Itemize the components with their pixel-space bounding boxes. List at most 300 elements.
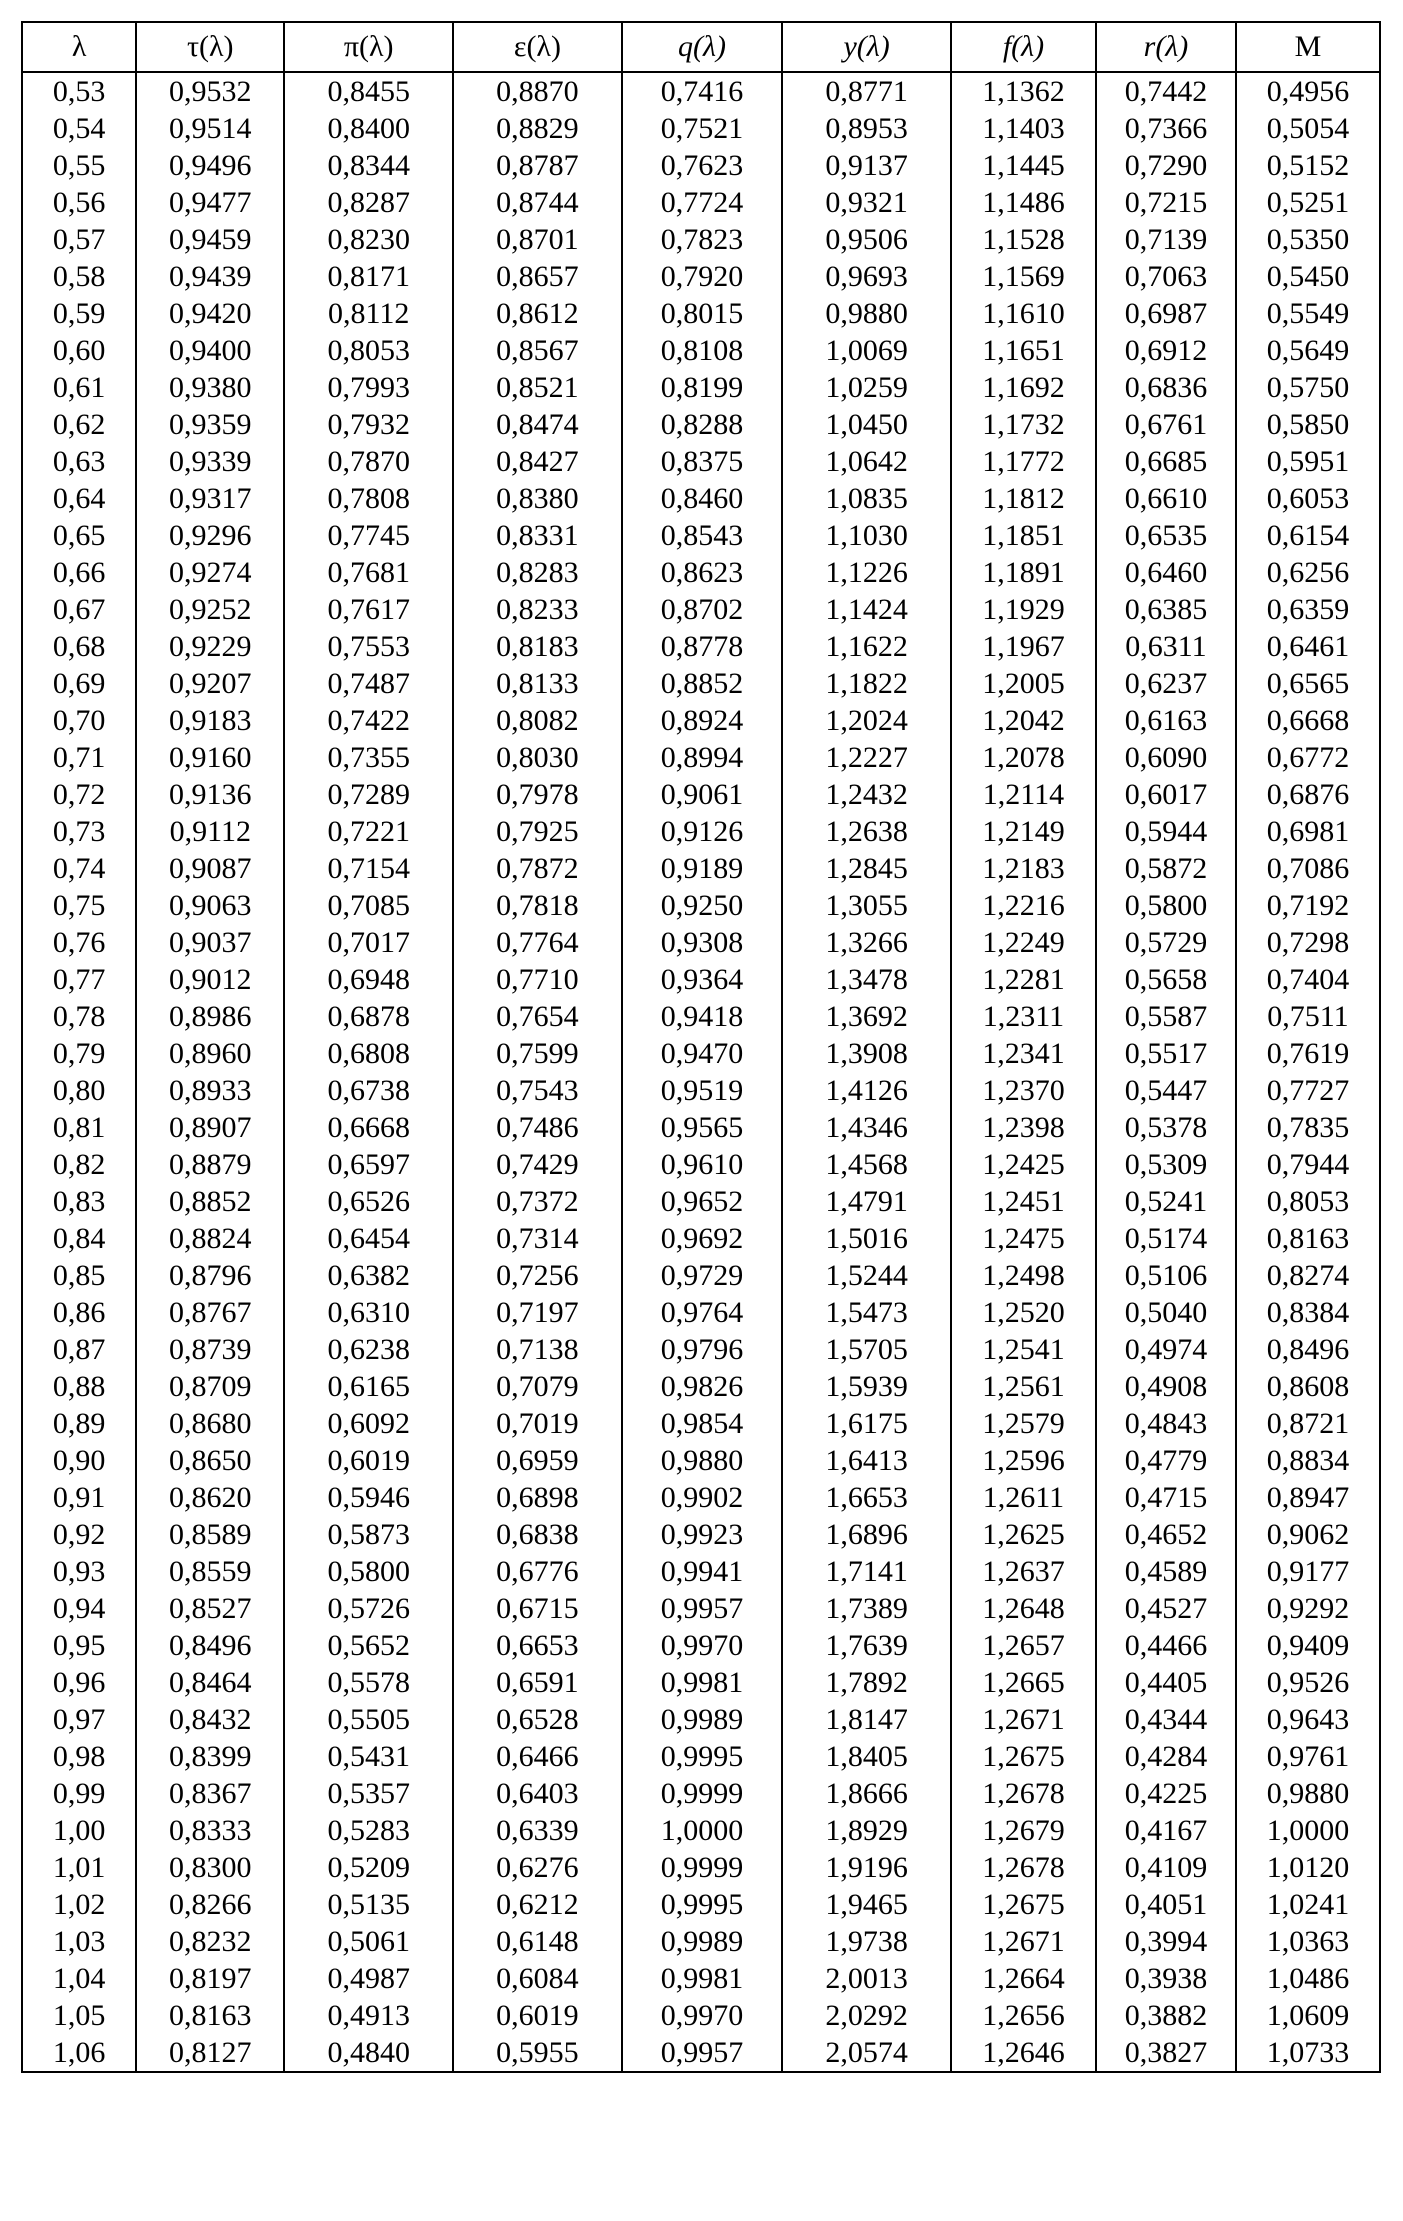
cell-r: 0,4284 [1096,1738,1236,1775]
cell-tau: 0,8824 [136,1220,284,1257]
cell-r: 0,5106 [1096,1257,1236,1294]
cell-y: 1,0069 [782,332,951,369]
cell-epsilon: 0,7372 [453,1183,622,1220]
cell-mach: 0,7835 [1236,1109,1380,1146]
cell-mach: 0,7404 [1236,961,1380,998]
cell-q: 0,7623 [622,147,782,184]
cell-pi: 0,5505 [284,1701,453,1738]
table-row [22,998,1380,1035]
cell-tau: 0,9496 [136,147,284,184]
cell-lambda: 1,06 [22,2034,136,2072]
cell-mach: 0,6668 [1236,702,1380,739]
cell-tau: 0,9012 [136,961,284,998]
cell-q: 0,8199 [622,369,782,406]
cell-mach: 0,7511 [1236,998,1380,1035]
cell-f: 1,2664 [951,1960,1096,1997]
cell-y: 1,3908 [782,1035,951,1072]
column-header-y: y(λ) [782,22,951,72]
cell-pi: 0,8455 [284,72,453,110]
cell-r: 0,7290 [1096,147,1236,184]
cell-tau: 0,8620 [136,1479,284,1516]
column-header-r: r(λ) [1096,22,1236,72]
cell-mach: 0,6876 [1236,776,1380,813]
cell-pi: 0,7289 [284,776,453,813]
cell-r: 0,6610 [1096,480,1236,517]
cell-mach: 1,0486 [1236,1960,1380,1997]
cell-tau: 0,8796 [136,1257,284,1294]
cell-y: 1,5244 [782,1257,951,1294]
header-row [22,22,1380,72]
cell-epsilon: 0,7764 [453,924,622,961]
cell-epsilon: 0,6339 [453,1812,622,1849]
table-row [22,184,1380,221]
cell-epsilon: 0,6838 [453,1516,622,1553]
cell-r: 0,5040 [1096,1294,1236,1331]
cell-f: 1,2657 [951,1627,1096,1664]
cell-f: 1,2596 [951,1442,1096,1479]
table-row [22,443,1380,480]
cell-mach: 0,5350 [1236,221,1380,258]
cell-epsilon: 0,6019 [453,1997,622,2034]
cell-f: 1,1692 [951,369,1096,406]
cell-epsilon: 0,8427 [453,443,622,480]
cell-pi: 0,4987 [284,1960,453,1997]
cell-q: 0,9826 [622,1368,782,1405]
cell-pi: 0,6165 [284,1368,453,1405]
cell-y: 1,3692 [782,998,951,1035]
cell-epsilon: 0,8870 [453,72,622,110]
cell-f: 1,1528 [951,221,1096,258]
cell-mach: 1,0733 [1236,2034,1380,2072]
cell-y: 1,7639 [782,1627,951,1664]
cell-tau: 0,8232 [136,1923,284,1960]
table-row [22,1442,1380,1479]
cell-q: 0,8623 [622,554,782,591]
cell-lambda: 0,93 [22,1553,136,1590]
table-row [22,1886,1380,1923]
cell-q: 0,9880 [622,1442,782,1479]
cell-q: 0,9652 [622,1183,782,1220]
cell-y: 1,7892 [782,1664,951,1701]
cell-mach: 0,9409 [1236,1627,1380,1664]
cell-y: 1,0835 [782,480,951,517]
cell-r: 0,6987 [1096,295,1236,332]
cell-q: 0,9999 [622,1775,782,1812]
cell-q: 0,8288 [622,406,782,443]
cell-f: 1,2114 [951,776,1096,813]
cell-q: 0,8778 [622,628,782,665]
cell-pi: 0,5873 [284,1516,453,1553]
cell-q: 0,9418 [622,998,782,1035]
cell-f: 1,1362 [951,72,1096,110]
table-row [22,1812,1380,1849]
cell-q: 0,8543 [622,517,782,554]
cell-q: 0,9364 [622,961,782,998]
table-row [22,665,1380,702]
cell-lambda: 0,56 [22,184,136,221]
cell-lambda: 0,67 [22,591,136,628]
cell-mach: 0,8721 [1236,1405,1380,1442]
cell-lambda: 0,97 [22,1701,136,1738]
cell-tau: 0,9229 [136,628,284,665]
cell-epsilon: 0,8701 [453,221,622,258]
cell-mach: 0,8163 [1236,1220,1380,1257]
cell-tau: 0,9514 [136,110,284,147]
cell-mach: 0,8834 [1236,1442,1380,1479]
table-row [22,1072,1380,1109]
table-row [22,628,1380,665]
table-row [22,1035,1380,1072]
cell-y: 1,6175 [782,1405,951,1442]
cell-tau: 0,9274 [136,554,284,591]
cell-q: 0,8108 [622,332,782,369]
cell-f: 1,2675 [951,1886,1096,1923]
cell-tau: 0,8266 [136,1886,284,1923]
cell-r: 0,7215 [1096,184,1236,221]
cell-r: 0,5872 [1096,850,1236,887]
cell-lambda: 0,53 [22,72,136,110]
cell-tau: 0,8367 [136,1775,284,1812]
cell-r: 0,5309 [1096,1146,1236,1183]
cell-f: 1,2665 [951,1664,1096,1701]
cell-f: 1,2425 [951,1146,1096,1183]
cell-lambda: 0,64 [22,480,136,517]
cell-f: 1,1610 [951,295,1096,332]
cell-y: 1,4126 [782,1072,951,1109]
table-row [22,332,1380,369]
cell-r: 0,5517 [1096,1035,1236,1072]
cell-tau: 0,9400 [136,332,284,369]
cell-lambda: 0,95 [22,1627,136,1664]
cell-q: 0,9970 [622,1627,782,1664]
cell-epsilon: 0,8030 [453,739,622,776]
cell-pi: 0,7487 [284,665,453,702]
cell-r: 0,6836 [1096,369,1236,406]
table-row [22,1775,1380,1812]
cell-r: 0,4527 [1096,1590,1236,1627]
cell-q: 0,9519 [622,1072,782,1109]
cell-mach: 0,5450 [1236,258,1380,295]
cell-pi: 0,7422 [284,702,453,739]
table-row [22,776,1380,813]
cell-lambda: 0,55 [22,147,136,184]
cell-mach: 0,6154 [1236,517,1380,554]
cell-pi: 0,8171 [284,258,453,295]
cell-y: 1,2845 [782,850,951,887]
cell-epsilon: 0,8133 [453,665,622,702]
cell-q: 0,8994 [622,739,782,776]
cell-f: 1,2281 [951,961,1096,998]
column-header-f: f(λ) [951,22,1096,72]
table-row [22,1627,1380,1664]
cell-pi: 0,4840 [284,2034,453,2072]
cell-f: 1,2671 [951,1923,1096,1960]
cell-pi: 0,7355 [284,739,453,776]
cell-y: 1,7389 [782,1590,951,1627]
cell-lambda: 0,60 [22,332,136,369]
cell-epsilon: 0,8612 [453,295,622,332]
cell-f: 1,2541 [951,1331,1096,1368]
cell-f: 1,2475 [951,1220,1096,1257]
cell-tau: 0,8739 [136,1331,284,1368]
cell-pi: 0,5578 [284,1664,453,1701]
cell-mach: 0,5750 [1236,369,1380,406]
table-row [22,1997,1380,2034]
cell-q: 0,9957 [622,2034,782,2072]
cell-epsilon: 0,7256 [453,1257,622,1294]
cell-r: 0,4779 [1096,1442,1236,1479]
cell-epsilon: 0,6528 [453,1701,622,1738]
cell-epsilon: 0,6959 [453,1442,622,1479]
cell-tau: 0,8163 [136,1997,284,2034]
cell-tau: 0,8879 [136,1146,284,1183]
cell-mach: 0,9643 [1236,1701,1380,1738]
table-row [22,961,1380,998]
cell-lambda: 0,68 [22,628,136,665]
cell-mach: 0,9880 [1236,1775,1380,1812]
cell-y: 1,7141 [782,1553,951,1590]
cell-r: 0,4843 [1096,1405,1236,1442]
cell-q: 0,9764 [622,1294,782,1331]
cell-y: 1,0259 [782,369,951,406]
cell-tau: 0,9339 [136,443,284,480]
cell-f: 1,2646 [951,2034,1096,2072]
cell-lambda: 1,04 [22,1960,136,1997]
cell-tau: 0,8907 [136,1109,284,1146]
cell-f: 1,2671 [951,1701,1096,1738]
cell-y: 1,2227 [782,739,951,776]
cell-mach: 0,8384 [1236,1294,1380,1331]
cell-lambda: 0,91 [22,1479,136,1516]
cell-r: 0,7366 [1096,110,1236,147]
cell-tau: 0,8300 [136,1849,284,1886]
cell-lambda: 0,92 [22,1516,136,1553]
table-row [22,406,1380,443]
table-row [22,1738,1380,1775]
cell-y: 1,5473 [782,1294,951,1331]
cell-f: 1,2398 [951,1109,1096,1146]
cell-q: 0,9189 [622,850,782,887]
cell-tau: 0,8960 [136,1035,284,1072]
cell-r: 0,6017 [1096,776,1236,813]
cell-r: 0,5800 [1096,887,1236,924]
cell-f: 1,2561 [951,1368,1096,1405]
cell-lambda: 0,54 [22,110,136,147]
cell-y: 1,3478 [782,961,951,998]
cell-epsilon: 0,7710 [453,961,622,998]
cell-pi: 0,6092 [284,1405,453,1442]
cell-epsilon: 0,7599 [453,1035,622,1072]
cell-y: 1,1030 [782,517,951,554]
cell-tau: 0,9439 [136,258,284,295]
cell-r: 0,6090 [1096,739,1236,776]
cell-mach: 0,8496 [1236,1331,1380,1368]
cell-tau: 0,9380 [136,369,284,406]
cell-mach: 0,9761 [1236,1738,1380,1775]
cell-pi: 0,5800 [284,1553,453,1590]
cell-y: 1,2638 [782,813,951,850]
cell-q: 1,0000 [622,1812,782,1849]
cell-epsilon: 0,6148 [453,1923,622,1960]
cell-pi: 0,5135 [284,1886,453,1923]
cell-r: 0,6761 [1096,406,1236,443]
cell-lambda: 1,01 [22,1849,136,1886]
cell-lambda: 0,73 [22,813,136,850]
cell-f: 1,1929 [951,591,1096,628]
table-row [22,221,1380,258]
cell-tau: 0,9459 [136,221,284,258]
column-header-lambda: λ [22,22,136,72]
cell-epsilon: 0,6715 [453,1590,622,1627]
cell-y: 2,0574 [782,2034,951,2072]
cell-tau: 0,8709 [136,1368,284,1405]
cell-q: 0,9610 [622,1146,782,1183]
cell-pi: 0,4913 [284,1997,453,2034]
cell-pi: 0,6526 [284,1183,453,1220]
cell-epsilon: 0,8380 [453,480,622,517]
cell-q: 0,9995 [622,1738,782,1775]
cell-y: 0,9321 [782,184,951,221]
cell-q: 0,9565 [622,1109,782,1146]
table-row [22,1479,1380,1516]
cell-lambda: 0,66 [22,554,136,591]
cell-tau: 0,9112 [136,813,284,850]
cell-r: 0,4974 [1096,1331,1236,1368]
cell-pi: 0,5652 [284,1627,453,1664]
cell-q: 0,8460 [622,480,782,517]
cell-f: 1,1445 [951,147,1096,184]
table-row [22,554,1380,591]
cell-f: 1,1812 [951,480,1096,517]
cell-mach: 0,8947 [1236,1479,1380,1516]
cell-lambda: 0,81 [22,1109,136,1146]
cell-lambda: 0,80 [22,1072,136,1109]
cell-epsilon: 0,8829 [453,110,622,147]
cell-lambda: 0,71 [22,739,136,776]
cell-pi: 0,5209 [284,1849,453,1886]
cell-y: 0,9693 [782,258,951,295]
cell-y: 1,1622 [782,628,951,665]
cell-epsilon: 0,7197 [453,1294,622,1331]
cell-q: 0,9729 [622,1257,782,1294]
cell-y: 0,9880 [782,295,951,332]
cell-lambda: 0,83 [22,1183,136,1220]
cell-pi: 0,6878 [284,998,453,1035]
cell-pi: 0,7681 [284,554,453,591]
cell-r: 0,4652 [1096,1516,1236,1553]
cell-r: 0,5378 [1096,1109,1236,1146]
table-row [22,1257,1380,1294]
cell-f: 1,1851 [951,517,1096,554]
cell-lambda: 0,84 [22,1220,136,1257]
cell-tau: 0,9359 [136,406,284,443]
cell-pi: 0,7085 [284,887,453,924]
cell-lambda: 0,86 [22,1294,136,1331]
cell-pi: 0,8053 [284,332,453,369]
cell-q: 0,8924 [622,702,782,739]
cell-q: 0,8852 [622,665,782,702]
cell-q: 0,8015 [622,295,782,332]
cell-f: 1,2520 [951,1294,1096,1331]
cell-epsilon: 0,7925 [453,813,622,850]
cell-lambda: 0,76 [22,924,136,961]
cell-pi: 0,7808 [284,480,453,517]
cell-epsilon: 0,7314 [453,1220,622,1257]
cell-f: 1,2678 [951,1849,1096,1886]
cell-lambda: 0,78 [22,998,136,1035]
table-row [22,1183,1380,1220]
cell-lambda: 1,03 [22,1923,136,1960]
cell-r: 0,7139 [1096,221,1236,258]
cell-r: 0,5729 [1096,924,1236,961]
cell-mach: 0,7192 [1236,887,1380,924]
table-row [22,1220,1380,1257]
cell-epsilon: 0,7019 [453,1405,622,1442]
table-row [22,924,1380,961]
cell-tau: 0,8933 [136,1072,284,1109]
cell-lambda: 0,70 [22,702,136,739]
cell-y: 1,8666 [782,1775,951,1812]
cell-r: 0,3994 [1096,1923,1236,1960]
cell-pi: 0,7221 [284,813,453,850]
cell-mach: 1,0000 [1236,1812,1380,1849]
cell-y: 1,3266 [782,924,951,961]
cell-f: 1,2675 [951,1738,1096,1775]
cell-tau: 0,9252 [136,591,284,628]
cell-y: 1,2024 [782,702,951,739]
cell-mach: 0,5850 [1236,406,1380,443]
cell-y: 1,4568 [782,1146,951,1183]
cell-q: 0,7724 [622,184,782,221]
cell-lambda: 0,75 [22,887,136,924]
cell-tau: 0,8852 [136,1183,284,1220]
table-row [22,850,1380,887]
cell-f: 1,2678 [951,1775,1096,1812]
cell-mach: 0,6053 [1236,480,1380,517]
cell-f: 1,1486 [951,184,1096,221]
cell-tau: 0,8399 [136,1738,284,1775]
cell-mach: 0,8274 [1236,1257,1380,1294]
cell-r: 0,6535 [1096,517,1236,554]
cell-epsilon: 0,8331 [453,517,622,554]
cell-tau: 0,8527 [136,1590,284,1627]
cell-pi: 0,5431 [284,1738,453,1775]
cell-y: 1,4346 [782,1109,951,1146]
cell-tau: 0,8432 [136,1701,284,1738]
cell-f: 1,2579 [951,1405,1096,1442]
cell-y: 2,0292 [782,1997,951,2034]
cell-r: 0,6237 [1096,665,1236,702]
cell-mach: 0,5951 [1236,443,1380,480]
cell-epsilon: 0,7818 [453,887,622,924]
cell-f: 1,2370 [951,1072,1096,1109]
cell-y: 1,0642 [782,443,951,480]
cell-lambda: 0,72 [22,776,136,813]
cell-f: 1,2637 [951,1553,1096,1590]
cell-tau: 0,8680 [136,1405,284,1442]
cell-epsilon: 0,6898 [453,1479,622,1516]
cell-pi: 0,5946 [284,1479,453,1516]
table-row [22,480,1380,517]
cell-y: 1,5939 [782,1368,951,1405]
cell-epsilon: 0,8787 [453,147,622,184]
cell-tau: 0,8496 [136,1627,284,1664]
cell-q: 0,9941 [622,1553,782,1590]
cell-f: 1,1651 [951,332,1096,369]
cell-pi: 0,6808 [284,1035,453,1072]
cell-epsilon: 0,8744 [453,184,622,221]
table-row [22,258,1380,295]
